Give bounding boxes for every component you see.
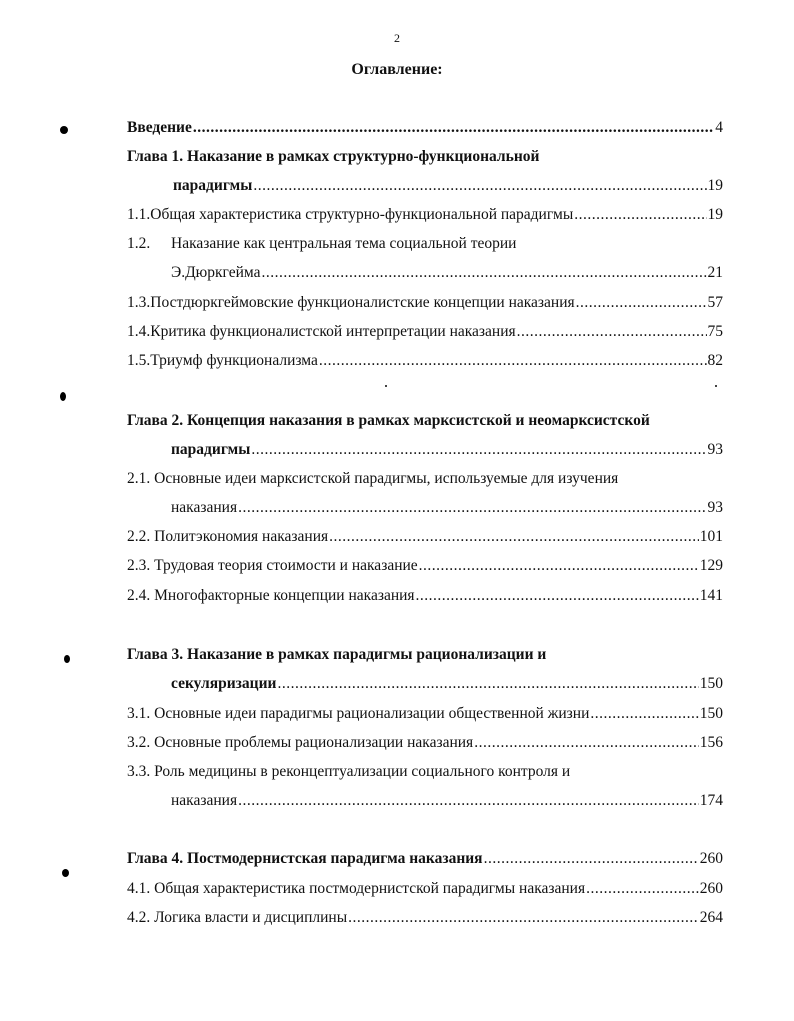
toc-title: Оглавление: (351, 61, 443, 78)
toc-chapter-1-heading[interactable] (127, 146, 723, 168)
toc-entry-page: 57 (707, 294, 723, 311)
toc-section-1-4[interactable] (127, 321, 723, 343)
scan-speck (385, 385, 387, 387)
toc-chapter-3-continuation[interactable] (171, 673, 723, 695)
scan-speck (715, 385, 717, 387)
toc-entry-label: Триумф функционализма (150, 352, 318, 369)
toc-entry-page: 21 (707, 264, 723, 281)
page-number: 2 (394, 31, 400, 45)
dot-leader (484, 848, 699, 870)
toc-entry-page: 82 (707, 352, 723, 369)
toc-entry-label: 3.3. Роль медицины в реконцептуализации социального контроля и (127, 763, 571, 780)
toc-section-1-5[interactable] (127, 350, 723, 372)
toc-entry-page: 19 (707, 206, 723, 223)
punch-hole-mark (60, 392, 66, 401)
toc-entry-label: Общая характеристика структурно-функциональной парадигмы (150, 206, 574, 223)
toc-entry-page: 75 (707, 323, 723, 340)
toc-entry-page: 260 (699, 850, 723, 867)
dot-leader (419, 555, 699, 577)
dot-leader (574, 204, 706, 226)
dot-leader (251, 439, 706, 461)
toc-section-2-3[interactable] (127, 555, 723, 577)
punch-hole-mark (64, 655, 70, 663)
toc-entry-label: 4.2. Логика власти и дисциплины (127, 909, 348, 926)
dot-leader (348, 907, 699, 929)
toc-entry-label: 2.3. Трудовая теория стоимости и наказание (127, 557, 418, 574)
toc-section-2-2[interactable] (127, 526, 723, 548)
toc-section-number: 1.5. (127, 352, 151, 369)
toc-section-number: 1.3. (127, 294, 151, 311)
toc-entry-label: 3.2. Основные проблемы рационализации наказания (127, 734, 474, 751)
dot-leader (590, 703, 698, 725)
toc-section-3-2[interactable] (127, 732, 723, 754)
dot-leader (319, 350, 707, 372)
toc-entry-page: 156 (699, 734, 723, 751)
toc-section-4-1[interactable] (127, 878, 723, 900)
toc-entry-page: 4 (715, 119, 723, 136)
toc-section-1-2-continuation[interactable] (171, 262, 723, 284)
toc-chapter-1-continuation[interactable] (173, 175, 723, 197)
toc-chapter-3-heading[interactable] (127, 644, 723, 666)
toc-entry-page: 260 (699, 880, 723, 897)
toc-section-4-2[interactable] (127, 907, 723, 929)
toc-entry-label: Постдюркгеймовские функционалистские концепции наказания (150, 294, 575, 311)
dot-leader (474, 732, 699, 754)
toc-chapter-2-continuation[interactable] (171, 439, 723, 461)
dot-leader (253, 175, 706, 197)
toc-entry-intro[interactable] (127, 117, 723, 139)
toc-entry-label: 4.1. Общая характеристика постмодернистской парадигмы наказания (127, 880, 586, 897)
toc-entry-page: 19 (707, 177, 723, 194)
toc-section-3-3-continuation[interactable] (171, 790, 723, 812)
toc-section-1-2[interactable] (127, 233, 723, 255)
toc-entry-page: 150 (699, 705, 723, 722)
toc-section-3-1[interactable] (127, 703, 723, 725)
toc-section-1-1[interactable] (127, 204, 723, 226)
toc-entry-page: 93 (707, 441, 723, 458)
toc-entry-label: Критика функционалистской интерпретации наказания (150, 323, 516, 340)
toc-entry-label: 2.4. Многофакторные концепции наказания (127, 587, 415, 604)
toc-entry-label: Глава 3. Наказание в рамках парадигмы рационализации и (127, 646, 547, 663)
toc-entry-page: 264 (699, 909, 723, 926)
punch-hole-mark (60, 126, 68, 134)
toc-entry-label: Глава 1. Наказание в рамках структурно-функциональной (127, 148, 540, 165)
toc-entry-label: Введение (127, 119, 192, 136)
toc-entry-label: 2.2. Политэкономия наказания (127, 528, 329, 545)
toc-entry-label: Э.Дюркгейма (171, 264, 261, 281)
toc-section-3-3[interactable] (127, 761, 723, 783)
dot-leader (238, 497, 706, 519)
toc-entry-page: 129 (699, 557, 723, 574)
dot-leader (261, 262, 706, 284)
toc-section-2-4[interactable] (127, 585, 723, 607)
toc-entry-label: 2.1. Основные идеи марксистской парадигмы, используемые для изучения (127, 470, 619, 487)
toc-entry-label: парадигмы (173, 177, 253, 194)
toc-entry-label: 3.1. Основные идеи парадигмы рационализации общественной жизни (127, 705, 590, 722)
toc-entry-label: Глава 4. Постмодернистская парадигма наказания (127, 850, 483, 867)
toc-entry-page: 141 (699, 587, 723, 604)
toc-entry-label: секуляризации (171, 675, 277, 692)
dot-leader (329, 526, 699, 548)
toc-section-number: 1.1. (127, 206, 151, 223)
dot-leader (238, 790, 699, 812)
punch-hole-mark (62, 869, 69, 877)
toc-entry-label: наказания (171, 499, 238, 516)
toc-section-number: 1.4. (127, 323, 151, 340)
toc-entry-label: Наказание как центральная тема социальной теории (171, 235, 517, 252)
toc-section-number: 1.2. (127, 235, 151, 252)
toc-section-1-3[interactable] (127, 292, 723, 314)
toc-entry-label: наказания (171, 792, 238, 809)
dot-leader (517, 321, 707, 343)
toc-entry-page: 174 (699, 792, 723, 809)
dot-leader (586, 878, 699, 900)
dot-leader (193, 117, 714, 139)
dot-leader (416, 585, 699, 607)
toc-entry-label: парадигмы (171, 441, 251, 458)
toc-section-2-1[interactable] (127, 468, 723, 490)
toc-entry-page: 101 (699, 528, 723, 545)
toc-section-2-1-continuation[interactable] (171, 497, 723, 519)
dot-leader (277, 673, 698, 695)
dot-leader (576, 292, 707, 314)
toc-chapter-4-heading[interactable] (127, 848, 723, 870)
toc-entry-page: 93 (707, 499, 723, 516)
toc-entry-page: 150 (699, 675, 723, 692)
toc-chapter-2-heading[interactable] (127, 410, 723, 432)
toc-entry-label: Глава 2. Концепция наказания в рамках марксистской и неомарксистской (127, 412, 650, 429)
